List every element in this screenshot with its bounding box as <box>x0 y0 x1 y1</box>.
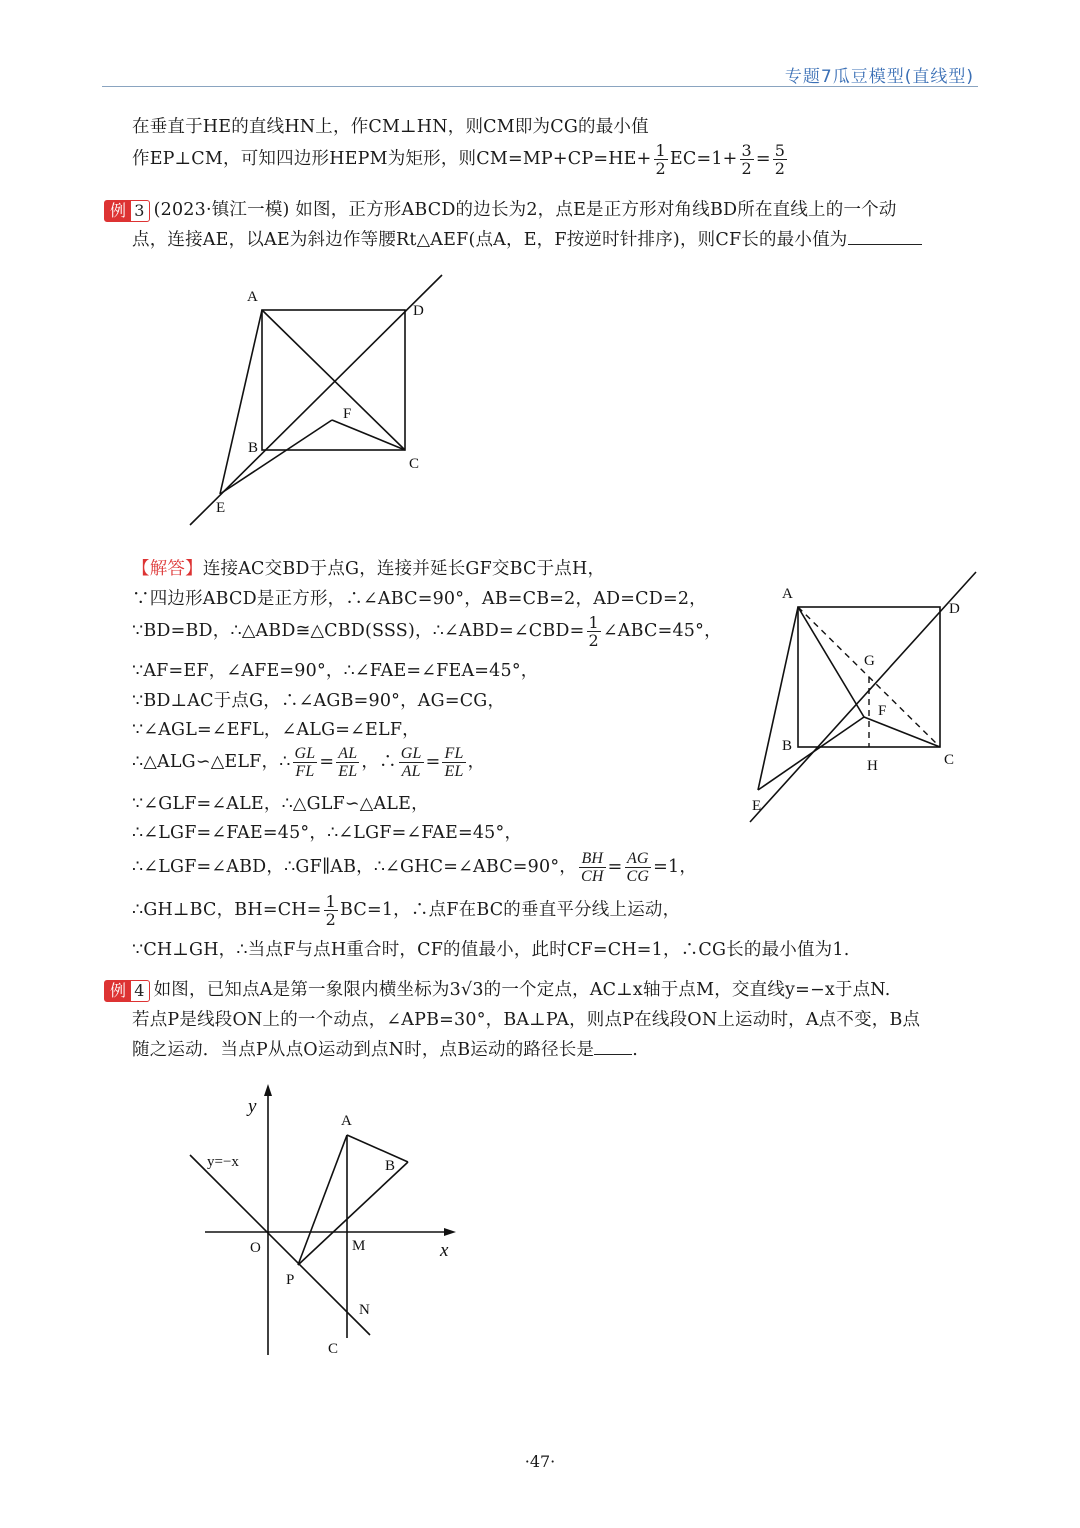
label-a: A <box>341 1113 352 1129</box>
label-f: F <box>343 406 352 422</box>
example-tag: 例 4 <box>104 980 150 1002</box>
answer-blank <box>848 228 922 245</box>
label-c: C <box>409 456 420 472</box>
solution-line-2: ∵BD=BD，∴△ABD≅△CBD(SSS)，∴∠ABD=∠CBD= $\frac{1}{2}$ ∠ABC=45°， <box>132 613 722 650</box>
top-line-2: 作EP⊥CM，可知四边形HEPM为矩形，则CM=MP+CP=HE+ $\frac{1}{2}$ EC=1+ $\frac{3}{2}$ = $\frac{5}{2}$ <box>132 141 786 178</box>
label-m: M <box>352 1238 366 1254</box>
label-o: O <box>250 1240 261 1256</box>
label-a: A <box>247 289 258 305</box>
label-b: B <box>782 738 793 754</box>
example-tag: 例 3 <box>104 200 150 222</box>
label-c: C <box>944 752 955 768</box>
answer-blank <box>594 1038 632 1055</box>
fraction: $\frac{GL}{FL}$ <box>294 745 316 780</box>
label-x-axis: x <box>440 1240 449 1261</box>
example-3-line-1: 例 3 (2023·镇江一模) 如图，正方形ABCD的边长为2，点E是正方形对角线BD所在直线上的一个动 <box>104 196 897 222</box>
example-3-line-2: 点，连接AE，以AE为斜边作等腰Rt△AEF(点A，E，F按逆时针排序)，则CF长的最小值为 <box>132 226 922 251</box>
solution-line-3: ∵AF=EF，∠AFE=90°，∴∠FAE=∠FEA=45°， <box>132 661 539 681</box>
solution-line-9: ∴∠LGF=∠ABD，∴GF∥AB，∴∠GHC=∠ABC=90°， $\frac{BH}{CH}$ = $\frac{AG}{CG}$ =1， <box>132 850 698 885</box>
label-d: D <box>949 601 960 617</box>
solution-line-4: ∵BD⊥AC于点G，∴∠AGB=90°，AG=CG， <box>132 691 506 711</box>
fraction: $\frac{1}{2}$ <box>655 141 666 178</box>
fraction: $\frac{GL}{AL}$ <box>400 745 422 780</box>
fraction: $\frac{FL}{EL}$ <box>444 745 464 780</box>
page-header <box>102 62 978 87</box>
solution-line-11: ∵CH⊥GH，∴当点F与点H重合时，CF的值最小，此时CF=CH=1，∴CG长的最小值为1. <box>132 940 850 960</box>
solution-line-5: ∵∠AGL=∠EFL，∠ALG=∠ELF， <box>132 720 420 740</box>
label-p: P <box>286 1272 295 1288</box>
label-a: A <box>782 586 793 602</box>
fraction: $\frac{BH}{CH}$ <box>580 850 604 885</box>
header-title: 专题7瓜豆模型(直线型) <box>784 67 974 87</box>
label-e: E <box>216 500 226 516</box>
label-line: y=−x <box>207 1154 239 1170</box>
top-line-2-text-b: EC=1+ <box>669 149 738 169</box>
figure-solution <box>740 572 980 822</box>
label-f: F <box>878 703 887 719</box>
label-c: C <box>328 1341 339 1357</box>
fraction: $\frac{1}{2}$ <box>325 892 336 929</box>
fraction: $\frac{AL}{EL}$ <box>338 745 358 780</box>
figure-square-abcd <box>180 270 480 530</box>
solution-line-1: ∵四边形ABCD是正方形，∴∠ABC=90°，AB=CB=2，AD=CD=2， <box>132 589 707 609</box>
label-n: N <box>359 1302 370 1318</box>
label-d: D <box>413 303 424 319</box>
solution-line-8: ∴∠LGF=∠FAE=45°，∴∠LGF=∠FAE=45°， <box>132 823 523 843</box>
figure-coordinate <box>180 1080 470 1370</box>
label-b: B <box>385 1158 396 1174</box>
label-y-axis: y <box>248 1096 257 1117</box>
top-line-1: 在垂直于HE的直线HN上，作CM⊥HN，则CM即为CG的最小值 <box>132 117 649 137</box>
fraction: $\frac{1}{2}$ <box>588 613 599 650</box>
solution-line-7: ∵∠GLF=∠ALE，∴△GLF∽△ALE， <box>132 794 429 814</box>
label-g: G <box>864 653 875 669</box>
top-line-2-text-a: 作EP⊥CM，可知四边形HEPM为矩形，则CM=MP+CP=HE+ <box>132 149 652 169</box>
page-number: ·47· <box>524 1452 556 1471</box>
example-4-line-1: 例 4 如图，已知点A是第一象限内横坐标为3√3的一个定点，AC⊥x轴于点M，交直线y=−x于点N. <box>104 976 890 1002</box>
solution-line-10: ∴GH⊥BC，BH=CH= $\frac{1}{2}$ BC=1，∴点F在BC的垂直平分线上运动， <box>132 892 681 929</box>
example-4-line-2: 若点P是线段ON上的一个动点，∠APB=30°，BA⊥PA，则点P在线段ON上运动时，A点不变，B点 <box>132 1010 921 1030</box>
solution-line-0: 【解答】连接AC交BD于点G，连接并延长GF交BC于点H， <box>132 559 606 579</box>
label-b: B <box>248 440 259 456</box>
solution-label: 【解答】 <box>132 559 203 579</box>
example-4-line-3: 随之运动．当点P从点O运动到点N时，点B运动的路径长是 . <box>132 1040 638 1060</box>
fraction: $\frac{5}{2}$ <box>774 141 786 178</box>
fraction: $\frac{3}{2}$ <box>741 141 752 178</box>
solution-line-6: ∴△ALG∽△ELF，∴ $\frac{GL}{FL}$ = $\frac{AL}{EL}$ ，∴ $\frac{GL}{AL}$ = $\frac{FL}{EL}$ ， <box>132 745 486 780</box>
fraction: $\frac{AG}{CG}$ <box>626 850 650 885</box>
label-e: E <box>752 798 762 814</box>
label-h: H <box>867 758 878 774</box>
